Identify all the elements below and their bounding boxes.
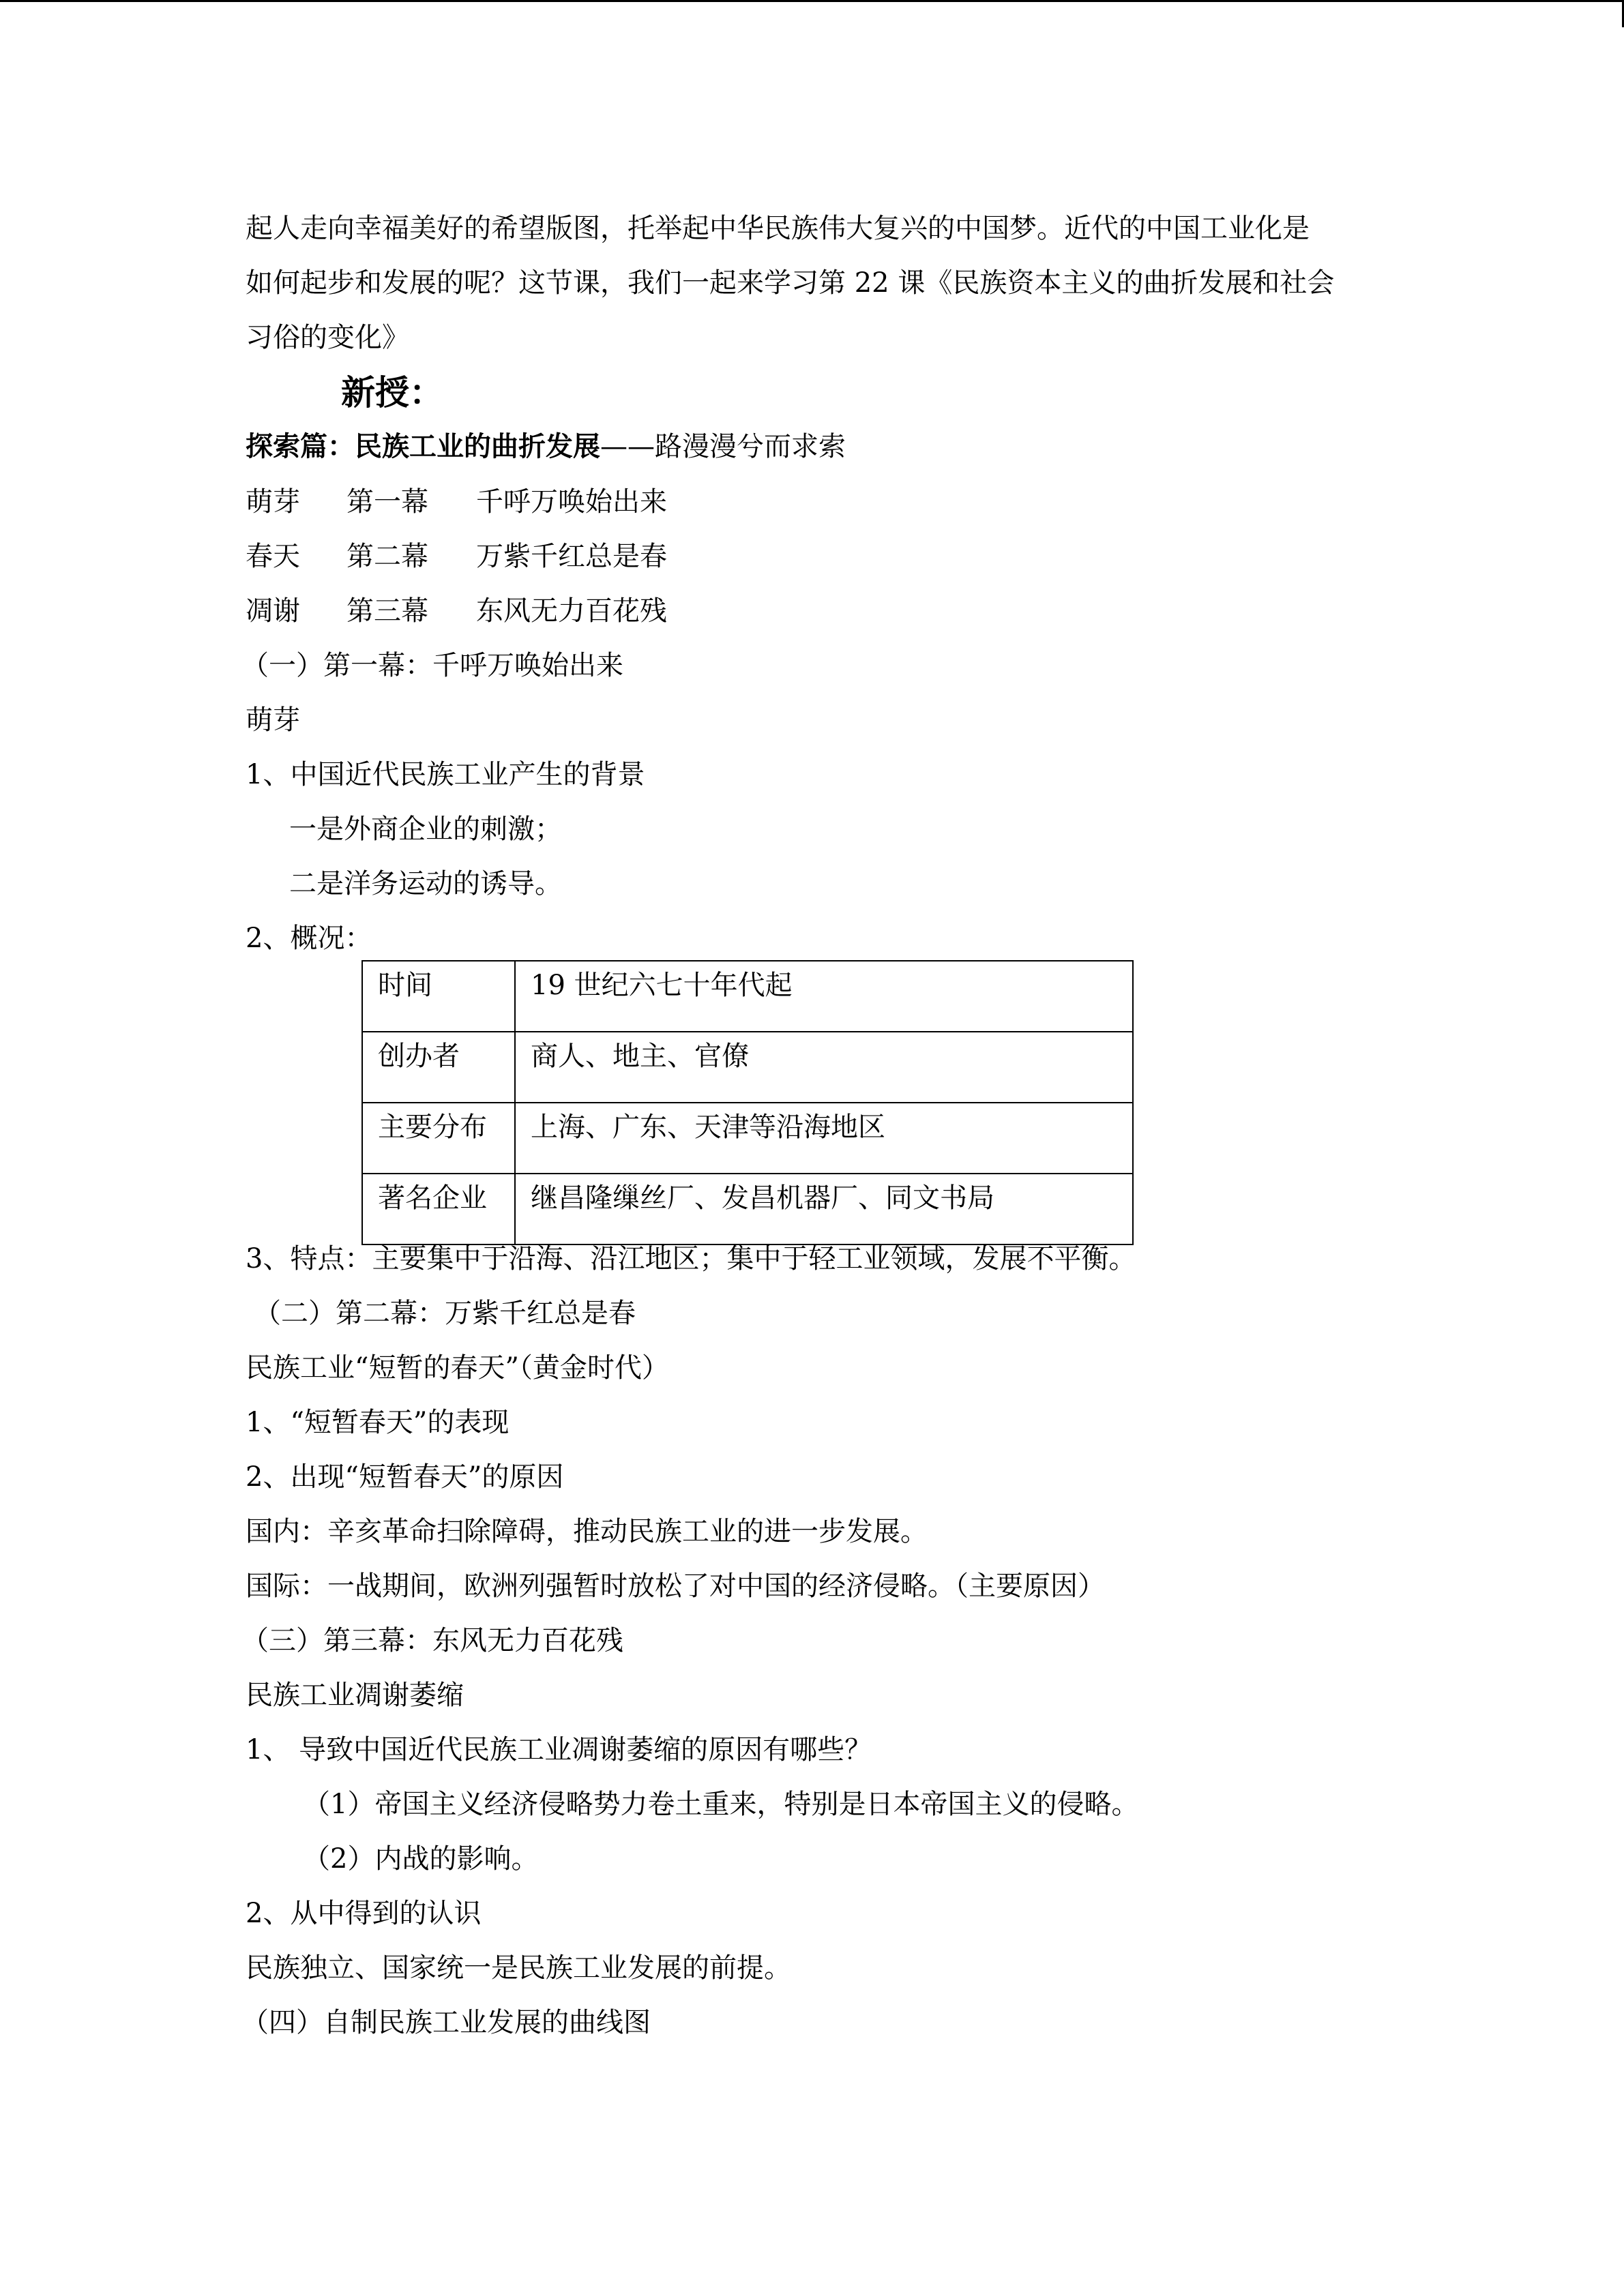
section-3-reason-2: （2）内战的影响。 [303, 1843, 539, 1875]
section-1-stage: 萌芽 [246, 704, 300, 736]
table-row [362, 1174, 1133, 1244]
section-2-subtitle: 民族工业“短暂的春天”（黄金时代） [246, 1352, 669, 1384]
background-title: 1、中国近代民族工业产生的背景 [246, 759, 645, 790]
table-value: 商人、地主、官僚 [515, 1032, 1133, 1103]
act-stage: 萌芽 [246, 486, 300, 518]
background-item-2: 二是洋务运动的诱导。 [289, 868, 562, 899]
section-3-title: （三）第三幕：东风无力百花残 [241, 1625, 623, 1656]
act-row-1 [246, 483, 791, 521]
section-heading-xinshou: 新授： [341, 372, 443, 413]
section-2-point-1: 1、“短暂春天”的表现 [246, 1407, 510, 1438]
features-line: 3、特点：主要集中于沿海、沿江地区；集中于轻工业领域，发展不平衡。 [246, 1243, 1136, 1274]
act-title: 千呼万唤始出来 [476, 486, 667, 518]
explore-heading-rest: ——路漫漫兮而求索 [600, 431, 846, 462]
act-row-3 [246, 592, 791, 630]
section-1-title: （一）第一幕：千呼万唤始出来 [241, 650, 623, 681]
act-title: 万紫千红总是春 [476, 541, 667, 572]
table-key: 著名企业 [362, 1174, 515, 1244]
section-2-point-2: 2、出现“短暂春天”的原因 [246, 1461, 564, 1493]
section-3-conclusion: 民族独立、国家统一是民族工业发展的前提。 [246, 1952, 791, 1984]
section-2-title: （二）第二幕：万紫千红总是春 [254, 1298, 636, 1329]
intro-line-3: 习俗的变化》 [246, 322, 409, 353]
section-3-point-2: 2、从中得到的认识 [246, 1898, 482, 1929]
overview-table [361, 960, 1134, 1245]
explore-heading [246, 428, 846, 466]
table-value: 19 世纪六七十年代起 [515, 961, 1133, 1032]
section-2-domestic: 国内：辛亥革命扫除障碍，推动民族工业的进一步发展。 [246, 1516, 928, 1547]
act-stage: 凋谢 [246, 595, 300, 627]
explore-heading-bold: 探索篇：民族工业的曲折发展 [246, 430, 600, 462]
act-title: 东风无力百花残 [476, 595, 667, 627]
table-key: 创办者 [362, 1032, 515, 1103]
section-3-question-1: 1、 导致中国近代民族工业凋谢萎缩的原因有哪些？ [246, 1734, 872, 1765]
table-row [362, 1032, 1133, 1103]
table-key: 主要分布 [362, 1103, 515, 1174]
page-top-border [0, 0, 1624, 2]
act-number: 第一幕 [346, 486, 428, 518]
section-2-international: 国际：一战期间，欧洲列强暂时放松了对中国的经济侵略。（主要原因） [246, 1570, 1105, 1602]
overview-title: 2、概况： [246, 923, 372, 954]
table-key: 时间 [362, 961, 515, 1032]
table-value: 继昌隆缫丝厂、发昌机器厂、同文书局 [515, 1174, 1133, 1244]
table-row [362, 1103, 1133, 1174]
act-stage: 春天 [246, 541, 300, 572]
act-number: 第二幕 [346, 541, 428, 572]
background-item-1: 一是外商企业的刺激； [289, 814, 562, 845]
table-row [362, 961, 1133, 1032]
section-4-title: （四）自制民族工业发展的曲线图 [241, 2007, 651, 2038]
act-row-2 [246, 537, 791, 576]
table-value: 上海、广东、天津等沿海地区 [515, 1103, 1133, 1174]
intro-line-2: 如何起步和发展的呢？这节课，我们一起来学习第 22 课《民族资本主义的曲折发展和社会 [246, 267, 1335, 299]
intro-line-1: 起人走向幸福美好的希望版图，托举起中华民族伟大复兴的中国梦。近代的中国工业化是 [246, 213, 1310, 244]
section-3-reason-1: （1）帝国主义经济侵略势力卷土重来，特别是日本帝国主义的侵略。 [303, 1789, 1139, 1820]
act-number: 第三幕 [346, 595, 428, 627]
section-3-subtitle: 民族工业凋谢萎缩 [246, 1680, 464, 1711]
